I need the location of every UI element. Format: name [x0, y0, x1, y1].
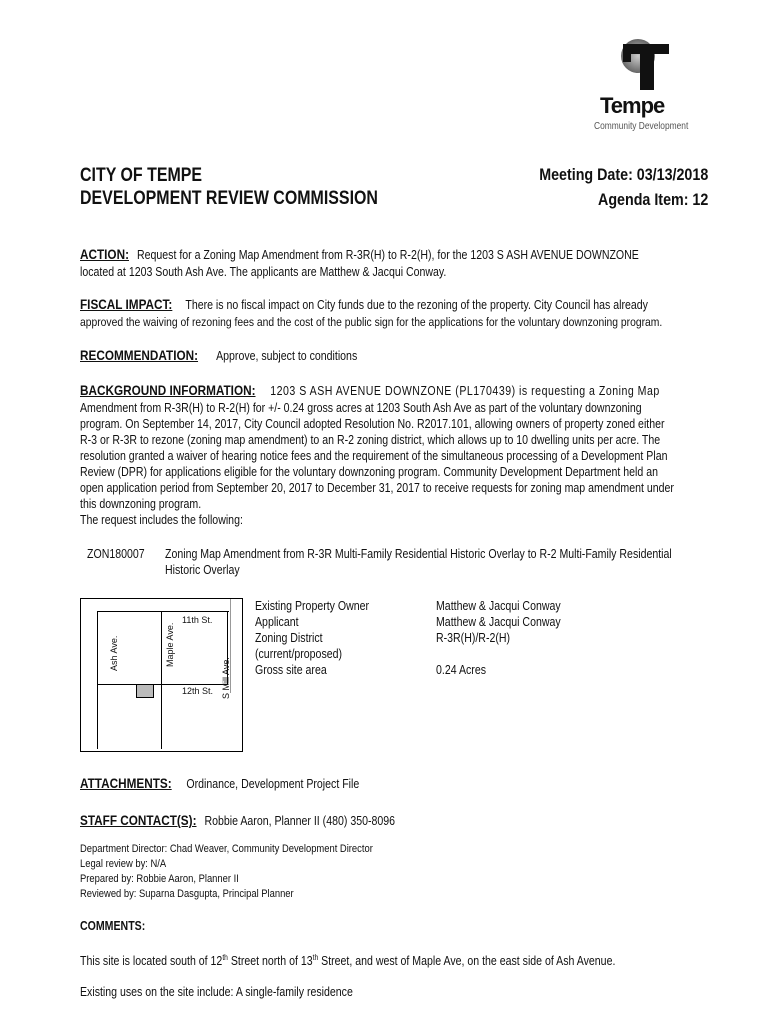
recommendation-text: Approve, subject to conditions — [216, 349, 358, 363]
property-label-zoning: Zoning District — [255, 631, 323, 645]
comments-site-b: Street north of 13 — [227, 954, 313, 969]
background-text-9: The request includes the following: — [80, 513, 243, 527]
agenda-item: Agenda Item: 12 — [597, 190, 708, 209]
background-text-2: Amendment from R-3R(H) to R-2(H) for +/- 0.24 gross acres at 1203 South Ash Ave as part of the voluntary downzoning — [80, 401, 642, 415]
property-value-applicant: Matthew & Jacqui Conway — [436, 615, 561, 629]
tempe-logo-mark-icon — [588, 38, 703, 98]
comments-sup-2: th — [312, 953, 319, 962]
background-text-1: 1203 S ASH AVENUE DOWNZONE (PL170439) is requesting a Zoning Map — [270, 384, 660, 398]
fiscal-heading: FISCAL IMPACT: — [80, 296, 173, 312]
property-label-current-proposed: (current/proposed) — [255, 647, 343, 661]
comments-site — [80, 950, 615, 969]
map-site-marker — [136, 684, 154, 698]
logo-wordmark: Tempe — [600, 93, 665, 118]
property-label-gross: Gross site area — [255, 663, 327, 677]
comments-uses: Existing uses on the site include: A single-family residence — [80, 985, 353, 999]
background-section — [80, 382, 660, 399]
fiscal-text-1: There is no fiscal impact on City funds due to the rezoning of the property. City Council has already — [185, 298, 648, 312]
attachments-section — [80, 775, 359, 792]
background-heading: BACKGROUND INFORMATION: — [80, 382, 256, 398]
background-text-5: resolution granted a waiver of hearing notice fees and the requirement of the simultaneous processing of a Development Plan — [80, 449, 668, 463]
org-title: CITY OF TEMPE — [80, 165, 203, 186]
property-labels — [255, 598, 369, 678]
action-section — [80, 246, 639, 263]
request-text-1: Zoning Map Amendment from R-3R Multi-Family Residential Historic Overlay to R-2 Multi-Family Residential — [165, 547, 672, 561]
property-value-blank — [436, 646, 561, 662]
action-text-1: Request for a Zoning Map Amendment from R-3R(H) to R-2(H), for the 1203 S ASH AVENUE DOWNZONE — [136, 248, 639, 262]
map-road-11th — [97, 611, 229, 612]
vicinity-map — [80, 598, 243, 752]
background-text-4: R-3 or R-3R to rezone (zoning map amendment) to an R-2 zoning district, which allows up to 10 dwelling units per acre. The — [80, 433, 661, 447]
map-road-12th — [97, 684, 227, 685]
property-value-owner: Matthew & Jacqui Conway — [436, 599, 561, 613]
background-text-8: this downzoning program. — [80, 497, 202, 511]
background-text-6: Review (DPR) for applications eligible for the voluntary downzoning program. Community Development Department held an — [80, 465, 658, 479]
logo-subtitle: Community Development — [594, 121, 689, 132]
map-label-ash: Ash Ave. — [109, 635, 119, 671]
request-text-2: Historic Overlay — [165, 563, 240, 577]
map-label-maple: Maple Ave. — [165, 622, 175, 667]
attachments-heading: ATTACHMENTS: — [80, 775, 172, 791]
comments-sup-1: th — [222, 953, 228, 962]
attachments-text: Ordinance, Development Project File — [186, 777, 360, 791]
action-heading: ACTION: — [80, 246, 129, 262]
map-label-mill: S Mill Ave. — [221, 657, 231, 699]
map-label-11th: 11th St. — [182, 615, 213, 625]
background-text-3: program. On September 14, 2017, City Council adopted Resolution No. R2017.101, allowing owners of property zoned either — [80, 417, 665, 431]
property-label-owner: Existing Property Owner — [255, 599, 370, 613]
map-road-ash — [97, 611, 98, 749]
property-label-applicant: Applicant — [255, 615, 299, 629]
credits — [80, 842, 373, 902]
property-value-zoning: R-3R(H)/R-2(H) — [436, 631, 511, 645]
property-values — [436, 598, 561, 678]
credit-prepared: Prepared by: Robbie Aaron, Planner II — [80, 873, 239, 885]
credit-reviewed: Reviewed by: Suparna Dasgupta, Principal Planner — [80, 888, 294, 900]
meeting-date: Meeting Date: 03/13/2018 — [538, 165, 708, 184]
action-text-2: located at 1203 South Ash Ave. The applicants are Matthew & Jacqui Conway. — [80, 265, 447, 279]
comments-site-a: This site is located south of 12 — [80, 954, 223, 969]
staff-section — [80, 812, 395, 829]
credit-legal: Legal review by: N/A — [80, 858, 167, 870]
commission-title: DEVELOPMENT REVIEW COMMISSION — [80, 188, 378, 209]
request-code: ZON180007 — [87, 547, 145, 561]
comments-site-c: Street, and west of Maple Ave, on the east side of Ash Avenue. — [318, 954, 616, 969]
fiscal-text-2: approved the waiving of rezoning fees and the cost of the public sign for the applications for the voluntary downzoning program. — [80, 315, 663, 329]
recommendation-section — [80, 347, 357, 364]
staff-text: Robbie Aaron, Planner II (480) 350-8096 — [204, 814, 396, 828]
map-label-12th: 12th St. — [182, 686, 214, 696]
recommendation-heading: RECOMMENDATION: — [80, 347, 199, 363]
map-road-maple — [161, 611, 162, 749]
background-text-7: open application period from September 20, 2017 to December 31, 2017 to receive requests for zoning map amendment under — [80, 481, 674, 495]
property-value-gross: 0.24 Acres — [436, 663, 486, 677]
credit-director: Department Director: Chad Weaver, Community Development Director — [80, 843, 373, 855]
fiscal-section — [80, 296, 648, 313]
comments-heading: COMMENTS: — [80, 919, 146, 933]
staff-heading: STAFF CONTACT(S): — [80, 812, 197, 828]
